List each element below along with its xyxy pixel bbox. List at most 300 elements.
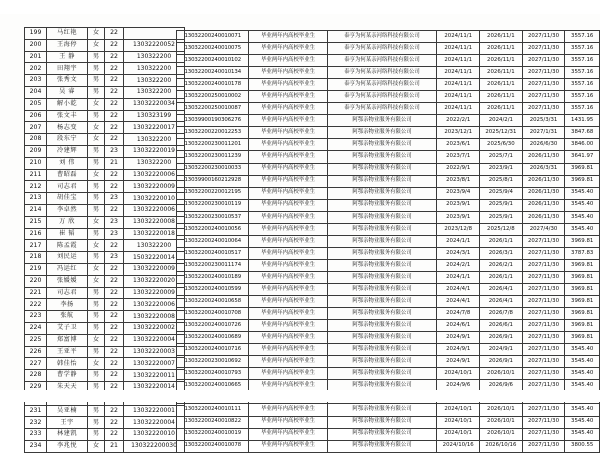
table-row xyxy=(25,405,185,417)
record-cell: 2024/11/1 xyxy=(437,67,480,79)
record-cell: 13032200240010716 xyxy=(177,344,249,356)
personnel-cell: 女 xyxy=(88,169,105,181)
personnel-cell: 李扬 xyxy=(47,299,88,311)
personnel-cell: 13032220010 xyxy=(124,193,185,205)
personnel-cell: 男 xyxy=(88,381,105,393)
record-cell: 2024/1/1 xyxy=(437,235,480,247)
record-cell: 3969.81 xyxy=(565,296,600,308)
record-cell: 毕业两年内高校毕业生 xyxy=(249,115,327,127)
personnel-cell: 女 xyxy=(88,122,105,134)
table-row xyxy=(177,356,600,368)
record-cell: 毕业两年内高校毕业生 xyxy=(249,139,327,151)
record-cell: 2026/10/1 xyxy=(480,368,523,380)
record-cell: 毕业两年内高校毕业生 xyxy=(249,283,327,295)
personnel-cell: 22 xyxy=(105,169,124,181)
table-row xyxy=(25,134,185,146)
personnel-cell: 22 xyxy=(105,358,124,370)
record-cell: 2026/4/1 xyxy=(480,283,523,295)
table-row xyxy=(177,271,600,283)
record-cell: 3557.16 xyxy=(565,79,600,91)
record-cell: 3557.16 xyxy=(565,67,600,79)
personnel-cell: 130322200 xyxy=(124,63,185,75)
record-cell: 阿鄂亲物业服务有限公司 xyxy=(327,356,437,368)
table-row xyxy=(177,332,600,344)
record-cell: 13032200230011174 xyxy=(177,259,249,271)
record-cell: 2025/6/30 xyxy=(480,139,523,151)
record-cell: 3545.40 xyxy=(565,356,600,368)
personnel-cell: 22 xyxy=(105,110,124,122)
record-cell: 13032200240010111 xyxy=(177,404,249,416)
record-cell: 2026/11/1 xyxy=(480,55,523,67)
record-cell: 13032200240010071 xyxy=(177,31,249,43)
table-row xyxy=(25,122,185,134)
record-cell: 2024/10/1 xyxy=(437,428,480,440)
personnel-cell: 13032220006 xyxy=(124,169,185,181)
record-cell: 2025/3/31 xyxy=(522,115,565,127)
record-cell: 2027/11/30 xyxy=(522,320,565,332)
table-row xyxy=(177,31,600,43)
personnel-cell: 李兆悦 xyxy=(47,440,88,452)
record-cell: 13032200240010658 xyxy=(177,296,249,308)
personnel-cell: 232 xyxy=(25,417,47,429)
table-row xyxy=(25,275,185,287)
personnel-cell: 227 xyxy=(25,358,47,370)
personnel-cell: 万 欣 xyxy=(47,216,88,228)
record-cell: 阿鄂亲物业服务有限公司 xyxy=(327,320,437,332)
personnel-cell: 214 xyxy=(25,204,47,216)
personnel-cell: 张航 xyxy=(47,311,88,323)
record-cell: 阿鄂亲物业服务有限公司 xyxy=(327,332,437,344)
record-cell: 2024/9/6 xyxy=(437,380,480,392)
personnel-cell: 女 xyxy=(88,275,105,287)
record-cell: 2026/10/1 xyxy=(480,404,523,416)
record-cell: 2024/10/1 xyxy=(437,404,480,416)
table-row xyxy=(25,193,185,205)
record-cell: 13039900190306276 xyxy=(177,115,249,127)
record-cell: 泰亨为何某亲河络科技有限公司 xyxy=(327,55,437,67)
record-cell: 13032200250010002 xyxy=(177,91,249,103)
record-cell: 3800.55 xyxy=(565,440,600,452)
record-cell: 2026/2/1 xyxy=(480,259,523,271)
record-cell: 13032200240010189 xyxy=(177,271,249,283)
table-row xyxy=(25,287,185,299)
table-row xyxy=(177,211,600,223)
personnel-cell: 22 xyxy=(105,134,124,146)
personnel-cell: 曹学静 xyxy=(47,370,88,382)
table-row xyxy=(177,163,600,175)
record-cell: 3557.16 xyxy=(565,91,600,103)
personnel-cell: 221 xyxy=(25,287,47,299)
record-cell: 阿鄂亲物业服务有限公司 xyxy=(327,404,437,416)
record-cell: 13032200240010689 xyxy=(177,332,249,344)
record-cell: 2025/9/4 xyxy=(480,187,523,199)
record-cell: 2026/10/16 xyxy=(480,440,523,452)
record-cell: 2023/9/1 xyxy=(437,211,480,223)
table-row xyxy=(25,169,185,181)
record-cell: 2027/11/30 xyxy=(522,31,565,43)
table-row xyxy=(25,181,185,193)
personnel-cell: 23 xyxy=(105,228,124,240)
personnel-cell: 22 xyxy=(105,75,124,87)
record-cell: 13032200240010134 xyxy=(177,67,249,79)
record-cell: 2025/12/8 xyxy=(480,223,523,235)
personnel-cell: 13032220034 xyxy=(124,98,185,110)
personnel-cell: 209 xyxy=(25,145,47,157)
personnel-cell: 13032220014 xyxy=(124,381,185,393)
record-cell: 1431.95 xyxy=(565,115,600,127)
record-cell: 2026/4/1 xyxy=(480,296,523,308)
record-cell: 2026/11/1 xyxy=(480,79,523,91)
personnel-cell: 130323199 xyxy=(124,110,185,122)
personnel-cell: 204 xyxy=(25,86,47,98)
record-cell: 2024/6/1 xyxy=(437,320,480,332)
personnel-cell: 200 xyxy=(25,39,47,51)
record-cell: 2022/2/1 xyxy=(437,115,480,127)
table-row xyxy=(25,311,185,323)
personnel-cell: 林建凯 xyxy=(47,429,88,441)
record-cell: 13032200240010075 xyxy=(177,43,249,55)
record-cell: 2027/1/31 xyxy=(522,127,565,139)
record-cell: 2027/11/30 xyxy=(522,271,565,283)
record-cell: 毕业两年内高校毕业生 xyxy=(249,404,327,416)
record-cell: 2026/11/30 xyxy=(522,199,565,211)
personnel-cell: 208 xyxy=(25,134,47,146)
record-cell: 3969.81 xyxy=(565,283,600,295)
record-cell: 2026/3/31 xyxy=(522,163,565,175)
record-cell: 2025/9/1 xyxy=(480,211,523,223)
record-cell: 毕业两年内高校毕业生 xyxy=(249,127,327,139)
record-cell: 阿鄂亲物业服务有限公司 xyxy=(327,440,437,452)
record-cell: 2022/9/1 xyxy=(437,163,480,175)
table-row xyxy=(177,368,600,380)
personnel-cell: 男 xyxy=(88,193,105,205)
personnel-cell: 130322200 xyxy=(124,240,185,252)
record-cell: 阿鄂亲物业服务有限公司 xyxy=(327,259,437,271)
personnel-cell: 13032220017 xyxy=(124,122,185,134)
table-row xyxy=(177,127,600,139)
record-cell: 泰亨为何某亲河络科技有限公司 xyxy=(327,91,437,103)
record-cell: 2023/9/4 xyxy=(437,187,480,199)
personnel-cell: 女 xyxy=(88,263,105,275)
record-cell: 3787.83 xyxy=(565,247,600,259)
record-cell: 3969.81 xyxy=(565,259,600,271)
personnel-cell: 212 xyxy=(25,181,47,193)
record-cell: 毕业两年内高校毕业生 xyxy=(249,67,327,79)
personnel-cell: 女 xyxy=(88,98,105,110)
record-cell: 2024/11/1 xyxy=(437,103,480,115)
page-bottom-margin xyxy=(0,390,600,402)
record-cell: 毕业两年内高校毕业生 xyxy=(249,211,327,223)
record-cell: 3969.81 xyxy=(565,235,600,247)
record-cell: 13032200220012195 xyxy=(177,187,249,199)
record-cell: 3846.00 xyxy=(565,139,600,151)
personnel-cell: 男 xyxy=(88,86,105,98)
personnel-cell: 男 xyxy=(88,311,105,323)
record-cell: 3969.81 xyxy=(565,308,600,320)
record-cell: 2026/11/1 xyxy=(480,91,523,103)
personnel-cell: 13032220001 xyxy=(124,405,185,417)
record-cell: 毕业两年内高校毕业生 xyxy=(249,428,327,440)
record-cell: 毕业两年内高校毕业生 xyxy=(249,235,327,247)
personnel-cell: 艾子卫 xyxy=(47,322,88,334)
record-cell: 3557.16 xyxy=(565,55,600,67)
record-cell: 13032200230010537 xyxy=(177,211,249,223)
record-cell: 2024/11/1 xyxy=(437,55,480,67)
personnel-cell: 女 xyxy=(88,334,105,346)
record-cell: 2027/11/30 xyxy=(522,296,565,308)
table-row xyxy=(25,216,185,228)
record-cell: 毕业两年内高校毕业生 xyxy=(249,344,327,356)
record-cell: 毕业两年内高校毕业生 xyxy=(249,79,327,91)
personnel-cell: 202 xyxy=(25,63,47,75)
table-row xyxy=(177,308,600,320)
personnel-cell: 男 xyxy=(88,287,105,299)
personnel-cell: 13032220004 xyxy=(124,417,185,429)
record-cell: 泰亨为何某亲河络科技有限公司 xyxy=(327,103,437,115)
personnel-cell: 22 xyxy=(105,98,124,110)
record-cell: 2026/11/30 xyxy=(522,175,565,187)
record-cell: 2024/11/1 xyxy=(437,43,480,55)
personnel-cell: 22 xyxy=(105,334,124,346)
record-cell: 毕业两年内高校毕业生 xyxy=(249,356,327,368)
personnel-cell: 女 xyxy=(88,240,105,252)
personnel-cell: 男 xyxy=(88,346,105,358)
record-cell: 3545.40 xyxy=(565,344,600,356)
personnel-cell: 男 xyxy=(88,299,105,311)
table-row xyxy=(25,252,185,264)
personnel-cell: 22 xyxy=(105,204,124,216)
personnel-cell: 13032220008 xyxy=(124,216,185,228)
record-cell: 毕业两年内高校毕业生 xyxy=(249,380,327,392)
record-cell: 阿鄂亲物业服务有限公司 xyxy=(327,428,437,440)
record-cell: 毕业两年内高校毕业生 xyxy=(249,187,327,199)
record-cell: 阿鄂亲物业服务有限公司 xyxy=(327,151,437,163)
record-cell: 13032200240010665 xyxy=(177,380,249,392)
table-row xyxy=(25,358,185,370)
record-cell: 13032200240010178 xyxy=(177,79,249,91)
record-cell: 3545.40 xyxy=(565,211,600,223)
record-cell: 2024/2/1 xyxy=(480,115,523,127)
record-cell: 2027/11/30 xyxy=(522,332,565,344)
personnel-cell: 男 xyxy=(88,63,105,75)
personnel-cell: 马红艳 xyxy=(47,28,88,40)
record-cell: 阿鄂亲物业服务有限公司 xyxy=(327,283,437,295)
record-cell: 2024/4/1 xyxy=(437,283,480,295)
record-cell: 2024/2/1 xyxy=(437,259,480,271)
record-cell: 阿鄂亲物业服务有限公司 xyxy=(327,271,437,283)
record-cell: 阿鄂亲物业服务有限公司 xyxy=(327,163,437,175)
table-row xyxy=(25,440,185,452)
personnel-cell: 女 xyxy=(88,39,105,51)
personnel-table xyxy=(24,27,185,453)
personnel-cell: 219 xyxy=(25,263,47,275)
personnel-cell: 231 xyxy=(25,405,47,417)
personnel-cell: 21 xyxy=(105,440,124,452)
table-row xyxy=(25,417,185,429)
personnel-cell: 215 xyxy=(25,216,47,228)
personnel-cell: 解小乾 xyxy=(47,98,88,110)
record-cell: 2024/1/1 xyxy=(437,271,480,283)
record-cell: 3557.16 xyxy=(565,103,600,115)
personnel-cell: 13032220009 xyxy=(124,287,185,299)
record-cell: 2026/11/1 xyxy=(480,103,523,115)
personnel-cell: 男 xyxy=(88,252,105,264)
table-row xyxy=(25,28,185,40)
personnel-cell: 李卓然 xyxy=(47,204,88,216)
table-row xyxy=(177,247,600,259)
personnel-cell: 224 xyxy=(25,322,47,334)
table-row xyxy=(25,51,185,63)
personnel-cell: 张媛媛 xyxy=(47,275,88,287)
personnel-cell: 22 xyxy=(105,429,124,441)
personnel-cell: 22 xyxy=(105,381,124,393)
personnel-cell: 218 xyxy=(25,252,47,264)
record-cell: 13032200220012253 xyxy=(177,127,249,139)
table-row xyxy=(25,98,185,110)
record-cell: 2027/11/30 xyxy=(522,416,565,428)
record-cell: 2023/9/1 xyxy=(437,199,480,211)
record-cell: 阿鄂亲物业服务有限公司 xyxy=(327,127,437,139)
personnel-cell: 王 静 xyxy=(47,51,88,63)
personnel-cell: 207 xyxy=(25,122,47,134)
record-cell: 13032200240010599 xyxy=(177,283,249,295)
personnel-cell: 男 xyxy=(88,157,105,169)
table-row xyxy=(177,55,600,67)
record-cell: 3545.40 xyxy=(565,380,600,392)
record-cell: 2026/10/1 xyxy=(480,416,523,428)
record-cell: 2027/11/30 xyxy=(522,247,565,259)
personnel-cell: 13032220009 xyxy=(124,181,185,193)
table-row xyxy=(177,428,600,440)
personnel-cell: 15032220014 xyxy=(124,252,185,264)
record-cell: 13039900160212928 xyxy=(177,175,249,187)
personnel-cell: 206 xyxy=(25,110,47,122)
record-cell: 13032200240010708 xyxy=(177,308,249,320)
record-cell: 毕业两年内高校毕业生 xyxy=(249,259,327,271)
personnel-cell: 22 xyxy=(105,122,124,134)
record-cell: 2027/11/30 xyxy=(522,235,565,247)
personnel-cell: 22 xyxy=(105,299,124,311)
record-cell: 13032200240010056 xyxy=(177,223,249,235)
record-cell: 2027/11/30 xyxy=(522,67,565,79)
record-cell: 13032200230010119 xyxy=(177,199,249,211)
personnel-cell: 13032220010 xyxy=(124,429,185,441)
record-cell: 2027/11/30 xyxy=(522,283,565,295)
record-cell: 3847.68 xyxy=(565,127,600,139)
personnel-cell: 23 xyxy=(105,252,124,264)
record-cell: 毕业两年内高校毕业生 xyxy=(249,175,327,187)
personnel-cell: 吴亚楠 xyxy=(47,405,88,417)
record-cell: 2023/9/1 xyxy=(480,163,523,175)
personnel-cell: 崔 韬 xyxy=(47,228,88,240)
personnel-cell: 男 xyxy=(88,322,105,334)
personnel-cell: 男 xyxy=(88,228,105,240)
record-cell: 13032200240010726 xyxy=(177,320,249,332)
personnel-cell: 13032220003 xyxy=(124,346,185,358)
table-row xyxy=(177,283,600,295)
table-row xyxy=(25,145,185,157)
personnel-cell: 22 xyxy=(105,51,124,63)
personnel-cell: 韩佳怡 xyxy=(47,358,88,370)
table-row xyxy=(25,204,185,216)
record-cell: 2024/10/16 xyxy=(437,440,480,452)
record-cell: 3969.81 xyxy=(565,320,600,332)
personnel-cell: 13032220006 xyxy=(124,299,185,311)
personnel-cell: 朱天天 xyxy=(47,381,88,393)
record-cell: 2026/11/30 xyxy=(522,151,565,163)
record-cell: 阿鄂亲物业服务有限公司 xyxy=(327,308,437,320)
record-cell: 13032200230010033 xyxy=(177,163,249,175)
record-cell: 3557.16 xyxy=(565,31,600,43)
table-row xyxy=(177,235,600,247)
personnel-cell: 13032220011 xyxy=(124,370,185,382)
record-cell: 3545.40 xyxy=(565,199,600,211)
personnel-cell: 王海停 xyxy=(47,39,88,51)
record-cell: 阿鄂亲物业服务有限公司 xyxy=(327,380,437,392)
table-row xyxy=(25,263,185,275)
record-cell: 毕业两年内高校毕业生 xyxy=(249,43,327,55)
record-cell: 2024/9/1 xyxy=(437,356,480,368)
record-cell: 2023/6/1 xyxy=(437,139,480,151)
record-cell: 2027/11/30 xyxy=(522,344,565,356)
personnel-cell: 210 xyxy=(25,157,47,169)
personnel-cell: 22 xyxy=(105,86,124,98)
record-cell: 2024/9/1 xyxy=(437,332,480,344)
record-cell: 3545.40 xyxy=(565,187,600,199)
record-cell: 3557.16 xyxy=(565,43,600,55)
table-row xyxy=(177,139,600,151)
table-row xyxy=(177,103,600,115)
record-cell: 3545.40 xyxy=(565,368,600,380)
personnel-cell: 205 xyxy=(25,98,47,110)
personnel-cell: 冯运红 xyxy=(47,263,88,275)
personnel-cell: 13032220009 xyxy=(124,263,185,275)
record-cell: 2026/11/1 xyxy=(480,31,523,43)
table-row xyxy=(177,416,600,428)
record-cell: 2023/12/1 xyxy=(437,127,480,139)
personnel-cell: 王宇 xyxy=(47,417,88,429)
page-top-margin xyxy=(0,0,600,14)
record-cell: 13032200240010102 xyxy=(177,55,249,67)
records-table-body xyxy=(177,31,600,453)
table-row xyxy=(25,157,185,169)
table-row xyxy=(25,334,185,346)
personnel-cell: 130322200 xyxy=(124,86,185,98)
personnel-cell: 胡佳宝 xyxy=(47,193,88,205)
personnel-cell: 13032220004 xyxy=(124,334,185,346)
record-cell: 2026/11/1 xyxy=(480,67,523,79)
personnel-cell: 男 xyxy=(88,405,105,417)
record-cell: 2023/7/1 xyxy=(437,151,480,163)
personnel-cell: 女 xyxy=(88,440,105,452)
record-cell: 2026/7/8 xyxy=(480,308,523,320)
personnel-cell: 13032220002 xyxy=(124,322,185,334)
personnel-cell: 男 xyxy=(88,145,105,157)
record-cell: 泰亨为何某亲河络科技有限公司 xyxy=(327,43,437,55)
record-cell: 阿鄂亲物业服务有限公司 xyxy=(327,247,437,259)
table-row xyxy=(25,299,185,311)
table-row xyxy=(25,370,185,382)
record-cell: 3969.81 xyxy=(565,332,600,344)
record-cell: 阿鄂亲物业服务有限公司 xyxy=(327,223,437,235)
table-row xyxy=(25,75,185,87)
personnel-cell: 22 xyxy=(105,39,124,51)
record-cell: 3545.40 xyxy=(565,223,600,235)
personnel-cell: 21 xyxy=(105,157,124,169)
record-cell: 2026/9/1 xyxy=(480,332,523,344)
record-cell: 毕业两年内高校毕业生 xyxy=(249,271,327,283)
personnel-cell: 23 xyxy=(105,145,124,157)
